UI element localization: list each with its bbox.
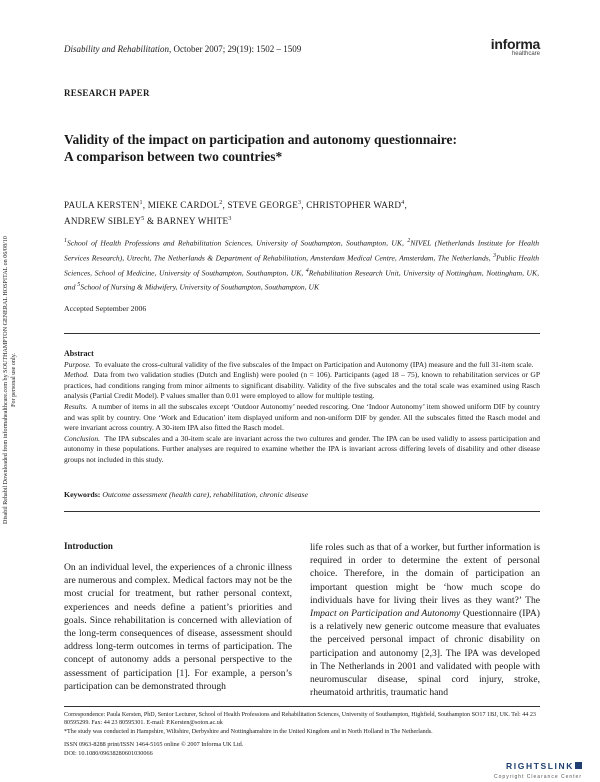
journal-name: Disability and Rehabilitation [64, 44, 169, 54]
affiliation: Public Health Sciences, School of Medicine, University of Southampton, Southampton, UK, [64, 253, 539, 278]
keywords [64, 490, 540, 499]
author: BARNEY WHITE$^3$ [156, 216, 232, 227]
rightslink-word: RIGHTSLINK [506, 761, 574, 771]
watermark-line: Disabil Rehabil Downloaded from informahealthcare.com by SOUTHAMPTON GENERAL HOSPITAL on 06/08/10 [3, 236, 9, 524]
section-heading: Introduction [64, 541, 113, 551]
issn: ISSN 0963-8288 print/ISSN 1464-5165 online © 2007 Informa UK Ltd. [64, 741, 244, 748]
rightslink-logo[interactable] [494, 756, 582, 780]
journal-issue: , October 2007; 29(19): 1502 – 1509 [169, 44, 302, 54]
divider [64, 511, 540, 512]
body-paragraph: life roles such as that of a worker, but further information is required in order to determine the extent of personal choice. Therefore, in the domain of participation an important question might be ‘how much scope do individuals have for living their lives as they want?’ The Impact on Participation and Autonomy Questionnaire (IPA) is a relatively new generic outcome measure that evaluates the perceived personal impact of chronic disability on participation and autonomy [2,3]. The IPA was developed in The Netherlands in 2001 and validated with people with neuromuscular disease, spinal cord injury, stroke, rheumatoid arthritis, traumatic hand [310, 542, 540, 699]
abstract-heading: Abstract [64, 349, 94, 358]
author: ANDREW SIBLEY$^5$ & [64, 216, 157, 227]
affiliations: $^1$School of Health Professions and Rehabilitation Sciences, University of Southampton, Southampton, UK, $^2$NIVEL (Netherlands Institute for Health Services Research), Utrecht, The Netherlands & Department of Rehabilitation, Amsterdam Medical Centre, Amsterdam, The Netherlands, $^3$Public Health Sciences, School of Medicine, University of Southampton, Southampton, UK, $^4$Rehabilitation Research Unit, University of Nottingham, Nottingham, UK, and $^5$School of Nursing & Midwifery, University of Southampton, Southampton, UK [64, 238, 539, 293]
keywords-label: Keywords: [64, 490, 101, 499]
study-note: *The study was conducted in Hampshire, Wiltshire, Derbyshire and Nottinghamshire in the United Kingdom and in North Holland in The Netherlands. [64, 728, 433, 735]
watermark-line: For personal use only. [10, 353, 17, 407]
correspondence-note: Correspondence: Paula Kersten, PhD, Senior Lecturer, School of Health Professions and Rehabilitation Sciences, University of Southampton, Highfield, Southampton SO17 1BJ, UK. Tel: 44 23 80595299. Fax: 44 23 80595301. E-mail: P.Kersten@soton.ac.uk [64, 712, 536, 727]
author: CHRISTOPHER WARD$^4$, [306, 200, 407, 211]
doi: DOI: 10.1080/09638280601030066 [64, 749, 153, 757]
rightslink-sub: Copyright Clearance Center [494, 774, 582, 780]
publisher-logo [491, 38, 540, 57]
paper-title: Validity of the impact on participation and autonomy questionnaire: A comparison between two countries* [64, 132, 458, 164]
body-column-left [64, 541, 292, 693]
footnotes [64, 711, 540, 736]
keywords-text: Outcome assessment (health care), rehabilitation, chronic disease [102, 490, 309, 499]
abstract-method: Method. Data from two validation studies (Dutch and English) were pooled (n = 106). Participants (aged 18 – 75), known to rehabilitation services or GP practices, had conditions ranging from minor ailments to significant disability. Validity of the five subscales and the total scale was examined using Rasch analysis (Partial Credit Model). P values smaller than 0.01 were employed to allow for multiple testing. [64, 370, 541, 401]
body-column-right [310, 541, 540, 699]
journal-citation [64, 44, 301, 54]
divider [64, 333, 540, 334]
logo-word: informa [490, 36, 540, 52]
author: PAULA KERSTEN$^1$, [64, 200, 148, 211]
affiliation: NIVEL (Netherlands Institute for Health Services Research), Utrecht, The Netherlands & Department of Rehabilitation, Amsterdam Medical Centre, Amsterdam, The Netherlands, [64, 238, 539, 263]
author: STEVE GEORGE$^3$, [227, 200, 307, 211]
abstract-purpose: Purpose. To evaluate the cross-cultural validity of the five subscales of the Impact on Participation and Autonomy (IPA) measure and the full 31-item scale. [64, 359, 534, 369]
affiliation: School of Nursing & Midwifery, University of Southampton, Southampton, UK [80, 283, 320, 293]
body-paragraph: On an individual level, the experiences of a chronic illness are numerous and complex. Medical factors may not be the most crucial for treatment, but rather personal context, experiences and needs define a patient’s priorities and goals. Since rehabilitation is concerned with alleviation of the long-term consequences of disease, assessment should address long-term outcomes in terms of participation. The concept of autonomy adds a personal perspective to the assessment of participation [1]. For example, a person’s participation can be demonstrated through [64, 562, 292, 692]
publication-ids [64, 741, 243, 758]
rightslink-mark-icon [575, 762, 582, 769]
abstract-results: Results. A number of items in all the subscales except ‘Outdoor Autonomy’ needed rescoring. One ‘Indoor Autonomy’ item showed uniform DIF by country and was split by country. One ‘Work and Education’ item displayed uniform and non-uniform DIF by gender. All the subscales fitted the Rasch model and were invariant across country. A 30-item IPA also fitted the Rasch model. [64, 401, 541, 433]
author: MIEKE CARDOL$^2$, [147, 200, 228, 211]
affiliation: School of Health Professions and Rehabilitation Sciences, University of Southampton, Southampton, UK, [67, 238, 408, 248]
footnote-divider [64, 706, 540, 707]
article-type: RESEARCH PAPER [64, 88, 150, 98]
affiliation: Rehabilitation Research Unit, University of Nottingham, Nottingham, UK, and [64, 268, 539, 293]
abstract [64, 349, 540, 466]
author-list [64, 196, 544, 228]
abstract-conclusion: Conclusion. The IPA subscales and a 30-item scale are invariant across the two cultures and gender. The IPA can be used validly to assess participation and autonomy in these populations. Further analyses are required to examine whether the IPA is invariant across differing levels of disability and other disease groups not included in this study. [64, 433, 540, 464]
logo-sub: healthcare [511, 51, 540, 57]
accepted-date: Accepted September 2006 [64, 304, 147, 313]
